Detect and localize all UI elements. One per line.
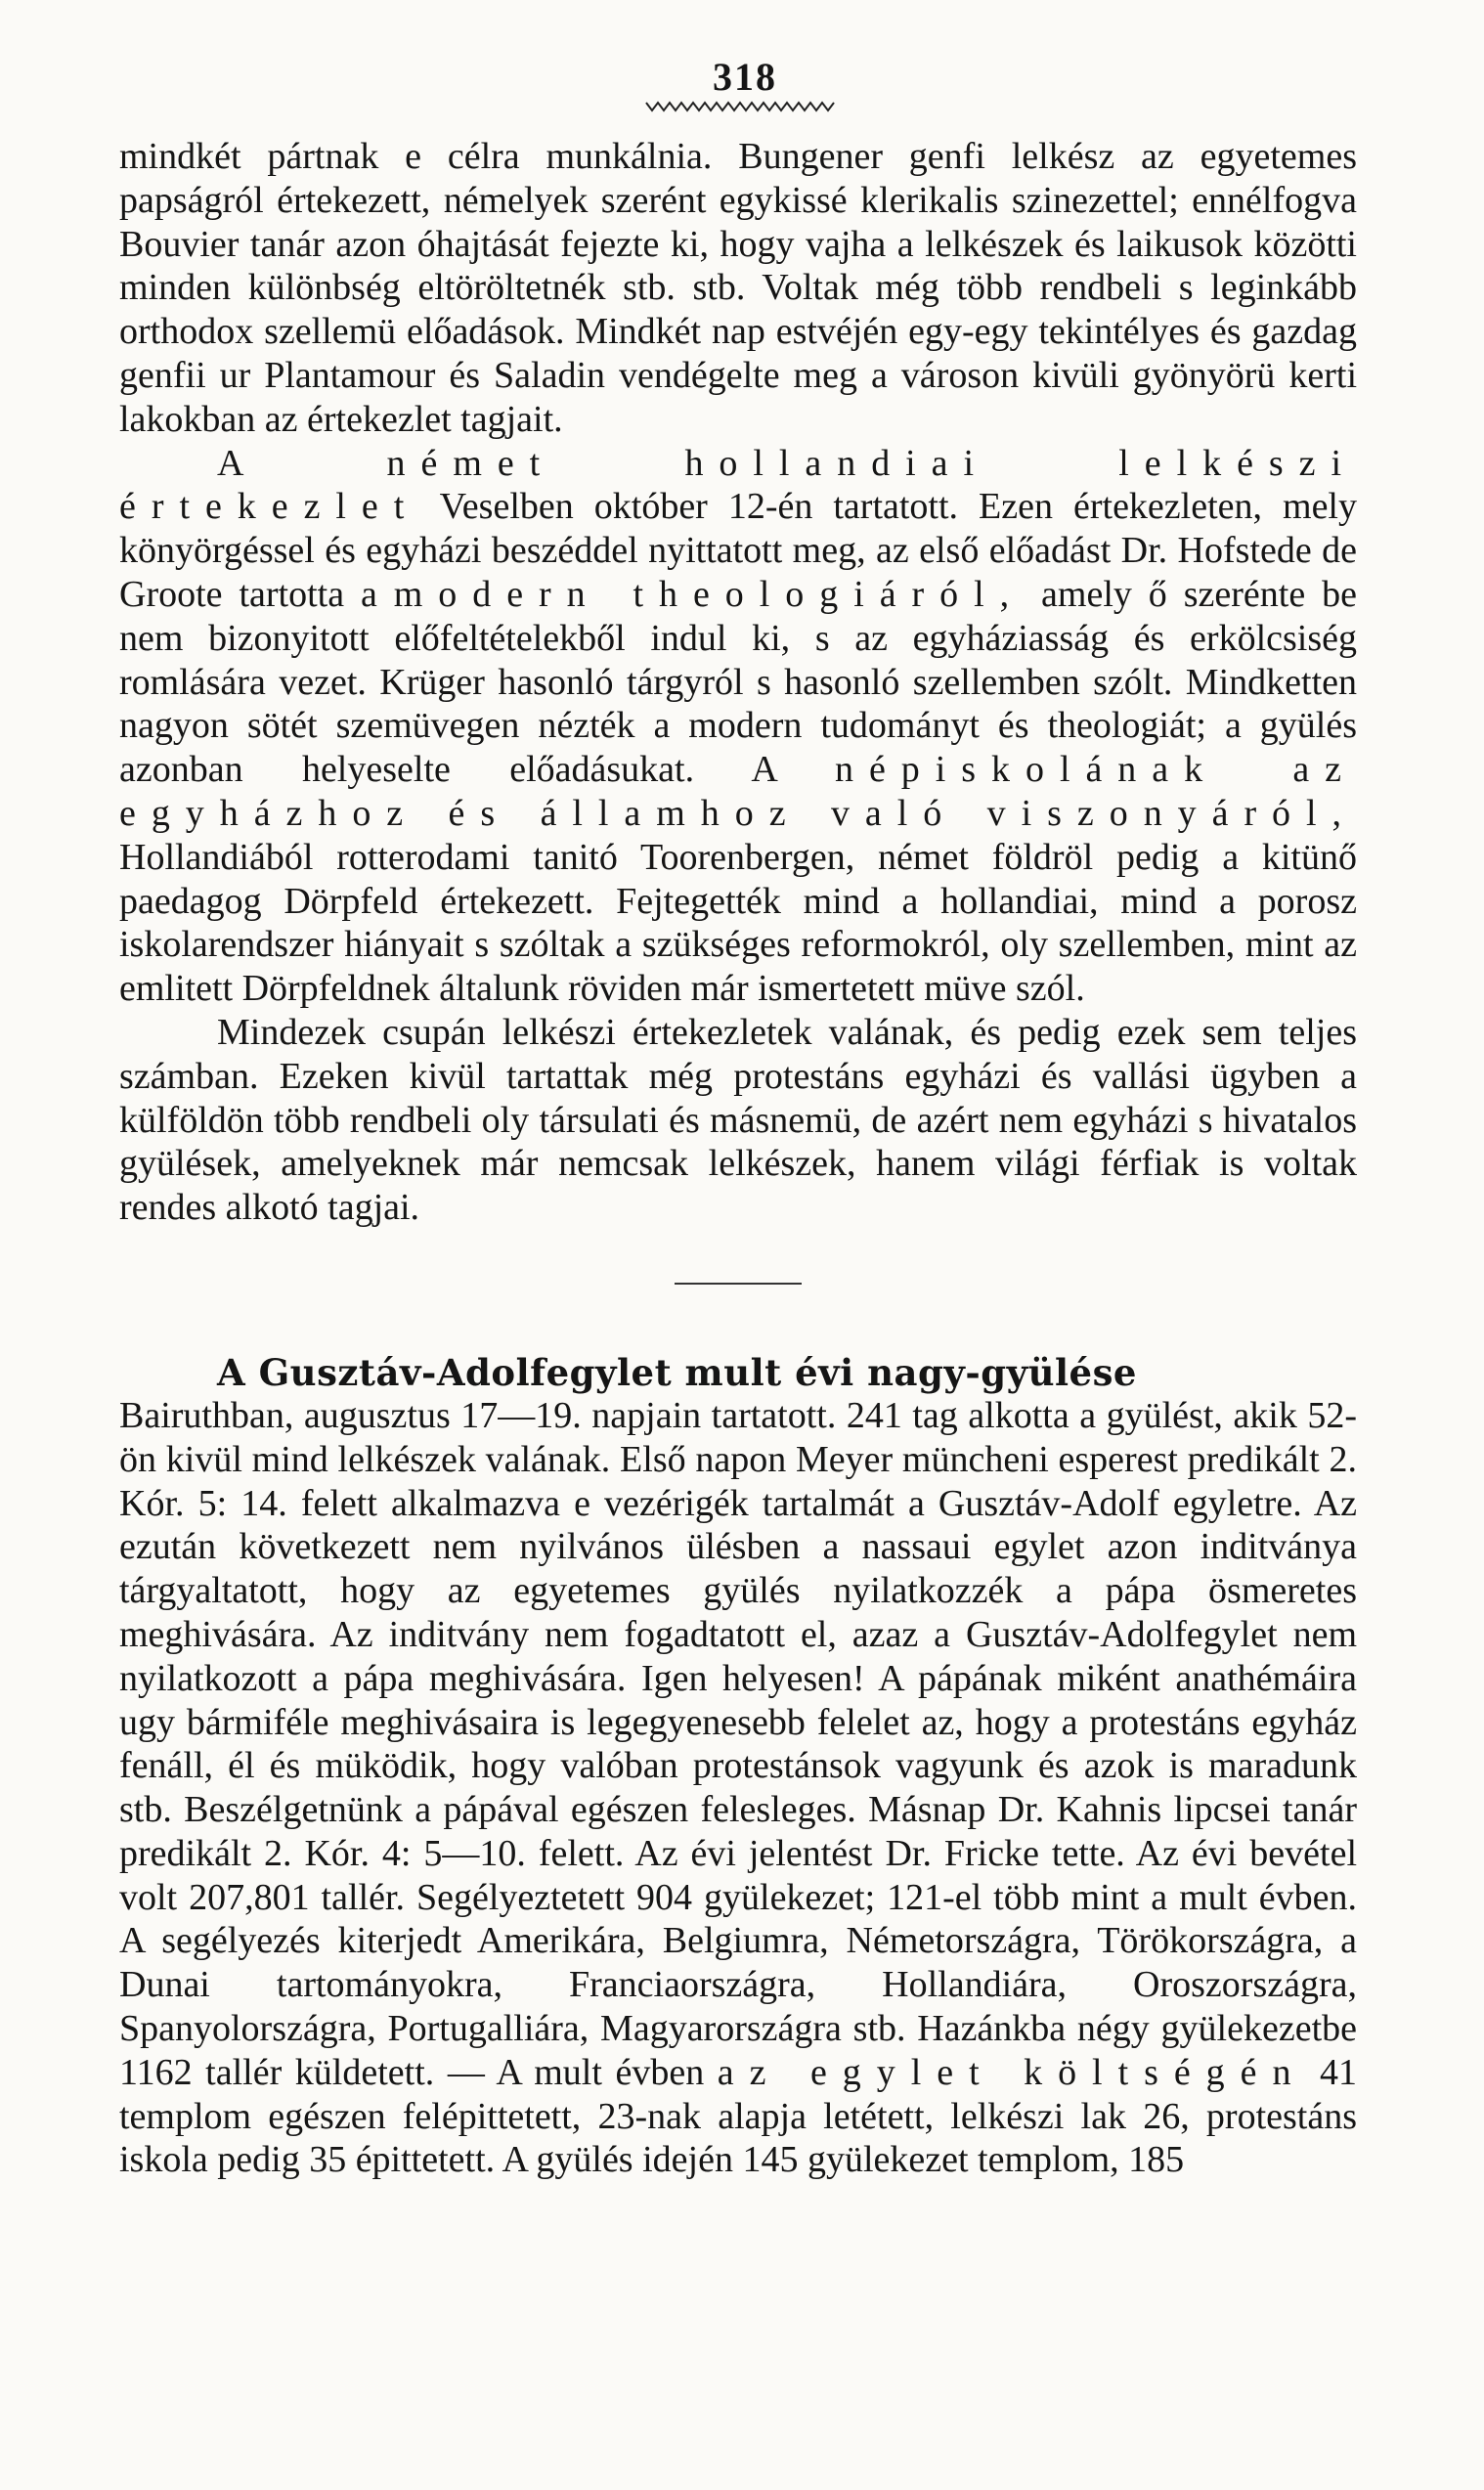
document-page <box>119 55 1357 2182</box>
paragraph-text: Veselben október 12-én tartatott. Ezen értekezleten, mely könyörgéssel és egyházi beszéddel nyittatott meg, az első előadást Dr. Hofstede de Groote tartotta a <box>119 486 1357 615</box>
section-heading: A Gusztáv-Adolfegylet mult évi nagy-gyülése <box>217 1350 1137 1394</box>
emphasis-dutch-conference: A német hollandiai lelkészi értekezlet <box>119 442 1357 528</box>
paragraph-text: 41 templom egészen felépittetett, 23-nak alapja letétett, lelkészi lak 26, protestáns iskola pedig 35 épittetett. A gyülés idején 145 gyülekezet templom, 185 <box>119 2051 1357 2181</box>
emphasis-society-cost: az egylet költségén <box>717 2051 1307 2093</box>
emphasis-modern-theology: modern theologiáról, <box>393 573 1026 615</box>
section-divider <box>675 1283 802 1285</box>
paragraph-dutch-conference <box>119 442 1357 1011</box>
paragraph-text: Hollandiából rotterodami tanitó Toorenbergen, német földröl pedig a kitünő paedagog Dörpfeld értekezett. Fejtegették mind a hollandiai, mind a porosz iskolarendszer hiányait s szóltak a szükséges reformokról, oly szellemben, mint az emlitett Dörpfeldnek általunk röviden már ismertetett müve szól. <box>119 836 1357 1010</box>
paragraph-text: Bairuthban, augusztus 17—19. napjain tartatott. 241 tag alkotta a gyülést, akik 52-ön kivül mind lelkészek valának. Első napon Meyer müncheni esperest predikált 2. Kór. 5: 14. felett alkalmazva e vezérigék tartalmát a Gusztáv-Adolf egyletre. Az ezután következett nem nyilvános ülésben a nassaui egylet azon inditványa tárgyaltatott, hogy az egyetemes gyülés nyilatkozzék a pápa ösmeretes meghivására. Az inditvány nem fogadtatott el, azaz a Gusztáv-Adolfegylet nem nyilatkozott a pápa meghivására. Igen helyesen! A pápának miként anathémáira ugy bármiféle meghivásaira is legegyenesebb felelet az, hogy a protestáns egyház fenáll, él és müködik, hogy valóban protestánsok vagyunk és azok is maradunk stb. Beszélgetnünk a pápával egészen felesleges. Másnap Dr. Kahnis lipcsei tanár predikált 2. Kór. 4: 5—10. felett. Az évi jelentést Dr. Fricke tette. Az évi bevétel volt 207,801 tallér. Segélyeztetett 904 gyülekezet; 121-el több mint a mult évben. A segélyezés kiterjedt Amerikára, Belgiumra, Németországra, Törökországra, a Dunai tartományokra, Franciaországra, Hollandiára, Oroszországra, Spanyolországra, Portugalliára, Magyarországra stb. Hazánkba négy gyülekezetbe 1162 tallér küldetett. — A mult évben <box>119 1394 1357 2093</box>
paragraph-conference-geneva: mindkét pártnak e célra munkálnia. Bungener genfi lelkész az egyetemes papságról értekezett, némelyek szerént egykissé klerikalis szinezettel; ennélfogva Bouvier tanár azon óhajtását fejezte ki, hogy vajha a lelkészek és laikusok közötti minden különbség eltöröltetnék stb. stb. Voltak még több rendbeli s leginkább orthodox szellemü előadások. Mindkét nap estvéjén egy-egy tekintélyes és gazdag genfii ur Plantamour és Saladin vendégelte meg a városon kivüli gyönyörü kerti lakokban az értekezlet tagjait. <box>119 136 1357 440</box>
paragraph-gustav-adolf <box>119 1394 1357 2182</box>
page-number: 318 <box>713 55 777 99</box>
wavy-rule-ornament <box>644 100 840 113</box>
paragraph-text: amely ő szerénte be nem bizonyitott előfeltételekből indul ki, s az egyháziasság és erkölcsiség romlására vezet. Krüger hasonló tárgyról s hasonló szellemben szólt. Mindketten nagyon sötét szemüvegen nézték a modern tudományt és theologiát; a gyülés azonban helyeselte előadásukat. A <box>119 573 1357 791</box>
paragraph-summary: Mindezek csupán lelkészi értekezletek valának, és pedig ezek sem teljes számban. Ezeken kivül tartattak még protestáns egyházi és vallási ügyben a külföldön több rendbeli oly társulati és másnemü, de azért nem egyházi s hivatalos gyülések, amelyeknek már nemcsak lelkészek, hanem világi férfiak is voltak rendes alkotó tagjai. <box>119 1011 1357 1229</box>
emphasis-school-relation: népiskolának az egyházhoz és államhoz való viszonyáról, <box>119 749 1357 834</box>
